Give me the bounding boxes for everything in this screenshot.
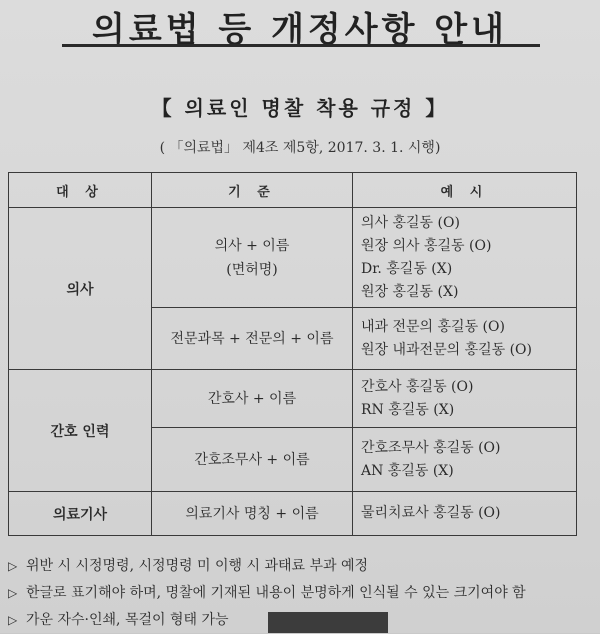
note-text: 한글로 표기해야 하며, 명찰에 기재된 내용이 분명하게 인식될 수 있는 크기여야 함 <box>26 585 526 601</box>
criteria-cell <box>152 308 353 370</box>
criteria-cell <box>152 370 353 428</box>
criteria-line: 간호조무사 + 이름 <box>194 451 310 468</box>
criteria-line: 의료기사 명칭 + 이름 <box>185 505 319 522</box>
triangle-bullet-icon: ▷ <box>8 613 18 627</box>
name-tag-rules-table <box>8 172 577 536</box>
example-line: 의사 홍길동 (O) <box>361 214 460 231</box>
example-line: 원장 의사 홍길동 (O) <box>361 237 492 254</box>
table-row <box>9 208 577 308</box>
triangle-bullet-icon: ▷ <box>8 559 18 573</box>
example-line: 원장 내과전문의 홍길동 (O) <box>361 341 532 358</box>
example-line: 간호조무사 홍길동 (O) <box>361 439 501 456</box>
criteria-line: 전문과목 + 전문의 + 이름 <box>170 330 334 347</box>
example-line: Dr. 홍길동 (X) <box>361 260 453 277</box>
table-header-row <box>9 173 577 208</box>
note-item <box>8 580 588 607</box>
criteria-cell <box>152 428 353 492</box>
section-title: 【 의료인 명찰 착용 규정 】 <box>151 96 449 120</box>
target-cell: 간호 인력 <box>9 370 152 492</box>
note-item <box>8 553 588 580</box>
target-cell: 의사 <box>9 208 152 370</box>
note-text: 가운 자수·인쇄, 목걸이 형태 가능 <box>26 612 229 628</box>
example-line: 간호사 홍길동 (O) <box>361 378 474 395</box>
header-criteria: 기 준 <box>152 173 353 208</box>
header-examples: 예 시 <box>353 173 577 208</box>
example-line: 물리치료사 홍길동 (O) <box>361 505 501 521</box>
example-line: RN 홍길동 (X) <box>361 401 455 418</box>
example-line: 원장 홍길동 (X) <box>361 283 459 300</box>
title-underline <box>62 44 540 47</box>
example-line: 내과 전문의 홍길동 (O) <box>361 318 505 335</box>
triangle-bullet-icon: ▷ <box>8 586 18 600</box>
binder-clip-shadow <box>268 612 388 633</box>
examples-cell <box>353 370 577 428</box>
criteria-cell <box>152 492 353 536</box>
target-cell: 의료기사 <box>9 492 152 536</box>
table-row <box>9 492 577 536</box>
criteria-line: 간호사 + 이름 <box>207 390 297 407</box>
examples-cell <box>353 208 577 308</box>
criteria-line: 의사 + 이름 <box>214 237 290 254</box>
table-row <box>9 370 577 428</box>
examples-cell <box>353 308 577 370</box>
example-line: AN 홍길동 (X) <box>361 462 454 479</box>
criteria-cell <box>152 208 353 308</box>
criteria-line: (면허명) <box>226 261 278 278</box>
examples-cell <box>353 492 577 536</box>
subtitle: ( 「의료법」 제4조 제5항, 2017. 3. 1. 시행) <box>159 140 441 156</box>
main-title: 의료법 등 개정사항 안내 <box>92 10 508 50</box>
examples-cell <box>353 428 577 492</box>
note-text: 위반 시 시정명령, 시정명령 미 이행 시 과태료 부과 예정 <box>26 558 369 574</box>
header-target: 대 상 <box>9 173 152 208</box>
